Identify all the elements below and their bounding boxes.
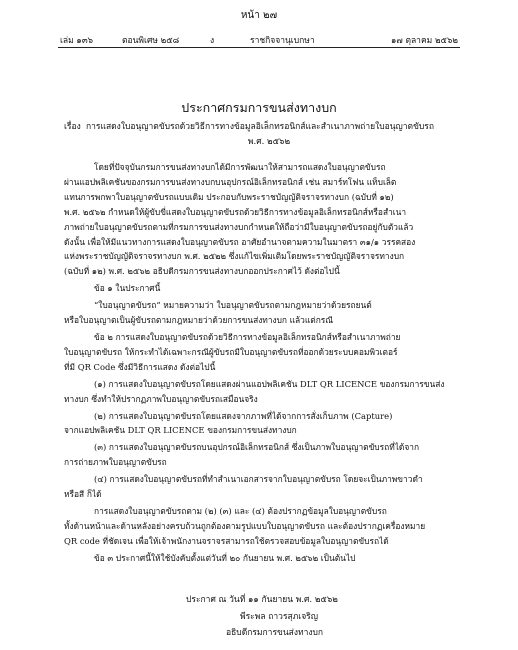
body-line: ดังนั้น เพื่อให้มีแนวทางการแสดงใบอนุญาตขับรถ อาศัยอำนาจตามความในมาตรา ๓๑/๑ วรรคสอง [64,236,416,247]
body-line: แห่งพระราชบัญญัติจราจรทางบก พ.ศ. ๒๕๒๒ ซึ่งแก้ไขเพิ่มเติมโดยพระราชบัญญัติจราจรทางบก [64,251,405,262]
item-3: (๓) การแสดงใบอนุญาตขับรถบนอุปกรณ์อิเล็กทรอนิกส์ ซึ่งเป็นภาพใบอนุญาตขับรถที่ได้จาก [94,442,420,453]
clause-3: ข้อ ๓ ประกาศนี้ให้ใช้บังคับตั้งแต่วันที่ ๒๐ กันยายน พ.ศ. ๒๕๖๒ เป็นต้นไป [94,552,356,563]
signatory-position: อธิบดีกรมการขนส่งทางบก [226,628,324,638]
body-line: (ฉบับที่ ๑๒) พ.ศ. ๒๕๖๒ อธิบดีกรมการขนส่งทางบกออกประกาศไว้ ดังต่อไปนี้ [64,266,340,277]
subject-year: พ.ศ. ๒๕๖๒ [247,137,291,147]
subject-label: เรื่อง [64,122,81,132]
body-line: ใบอนุญาตขับรถ ให้กระทำได้เฉพาะกรณีผู้ขับรถมีใบอนุญาตขับรถที่ออกด้วยระบบคอมพิวเตอร์ [64,346,398,357]
signature-date: ประกาศ ณ วันที่ ๑๑ กันยายน พ.ศ. ๒๕๖๒ [186,595,338,605]
header-divider [58,47,460,48]
body-line: ผ่านแอปพลิเคชันของกรมการขนส่งทางบกบนอุปกรณ์อิเล็กทรอนิกส์ เช่น สมาร์ทโฟน แท็บเล็ต [64,176,397,187]
body-line: จากแอปพลิเคชัน DLT QR LICENCE ของกรมการขนส่งทางบก [64,425,297,436]
body-line: ภาพถ่ายใบอนุญาตขับรถตามที่กรมการขนส่งทางบกกำหนดให้ถือว่ามีใบอนุญาตขับรถอยู่กับตัวแล้ว [64,221,414,232]
body-line: โดยที่ปัจจุบันกรมการขนส่งทางบกได้มีการพัฒนาให้สามารถแสดงใบอนุญาตขับรถ [94,162,386,172]
announcement-title: ประกาศกรมการขนส่งทางบก [181,100,337,115]
header-volume: เล่ม ๑๓๖ [60,36,94,46]
body-line: หรือใบอนุญาตเป็นผู้ขับรถตามกฎหมายว่าด้วยการขนส่งทางบก แล้วแต่กรณี [64,315,334,326]
header-gazette-name: ราชกิจจานุเบกษา [250,36,315,46]
body-line: การแสดงใบอนุญาตขับรถตาม (๒) (๓) และ (๔) ต้องปรากฏข้อมูลใบอนุญาตขับรถ [94,505,387,516]
header-date: ๑๗ ตุลาคม ๒๕๖๒ [390,36,458,46]
body-line: “ใบอนุญาตขับรถ” หมายความว่า ใบอนุญาตขับรถตามกฎหมายว่าด้วยรถยนต์ [94,300,372,311]
body-line: ทั้งด้านหน้าและด้านหลังอย่างครบถ้วนถูกต้องตามรูปแบบใบอนุญาตขับรถ และต้องปรากฏเครื่องหมาย [64,520,426,531]
item-4: (๔) การแสดงใบอนุญาตขับรถที่ทำสำเนาเอกสารจากใบอนุญาตขับรถ โดยจะเป็นภาพขาวดำ [94,474,423,485]
body-line: การถ่ายภาพใบอนุญาตขับรถ [64,457,167,468]
body-line: QR code ที่ชัดเจน เพื่อให้เจ้าพนักงานจราจรสามารถใช้ตรวจสอบข้อมูลใบอนุญาตขับรถได้ [64,535,389,546]
clause-1-heading: ข้อ ๑ ในประกาศนี้ [94,283,161,294]
header-series: ง [210,36,215,46]
page-number: หน้า ๒๗ [240,10,278,21]
announcement-body [64,160,462,566]
item-2: (๒) การแสดงใบอนุญาตขับรถโดยแสดงจากภาพที่ได้จากการสั่งเก็บภาพ (Capture) [94,410,393,421]
body-line: ที่มี QR Code ซึ่งมีวิธีการแสดง ดังต่อไปนี้ [64,361,216,372]
signatory-name: พีระพล ถาวรสุภเจริญ [240,611,318,622]
clause-2-heading: ข้อ ๒ การแสดงใบอนุญาตขับรถด้วยวิธีการทางข้อมูลอิเล็กทรอนิกส์หรือสำเนาภาพถ่าย [94,331,401,342]
item-1: (๑) การแสดงใบอนุญาตขับรถโดยแสดงผ่านแอปพลิเคชัน DLT QR LICENCE ของกรมการขนส่ง [94,378,445,389]
body-line: ทางบก ซึ่งทำให้ปรากฏภาพใบอนุญาตขับรถเสมือนจริง [64,393,258,404]
body-line: หรือสี ก็ได้ [64,489,102,500]
body-line: พ.ศ. ๒๕๖๒ กำหนดให้ผู้ขับขี่แสดงใบอนุญาตขับรถด้วยวิธีการทางข้อมูลอิเล็กทรอนิกส์หรือสำเนา [64,206,407,217]
subject-text: การแสดงใบอนุญาตขับรถด้วยวิธีการทางข้อมูลอิเล็กทรอนิกส์และสำเนาภาพถ่ายใบอนุญาตขับรถ [86,122,434,132]
body-line: แทนการพกพาใบอนุญาตขับรถแบบเดิม ประกอบกับพระราชบัญญัติจราจรทางบก (ฉบับที่ ๑๒) [64,191,394,202]
signature-block [186,592,456,642]
announcement-subject [64,120,462,150]
header-section: ตอนพิเศษ ๒๕๘ [122,36,180,46]
